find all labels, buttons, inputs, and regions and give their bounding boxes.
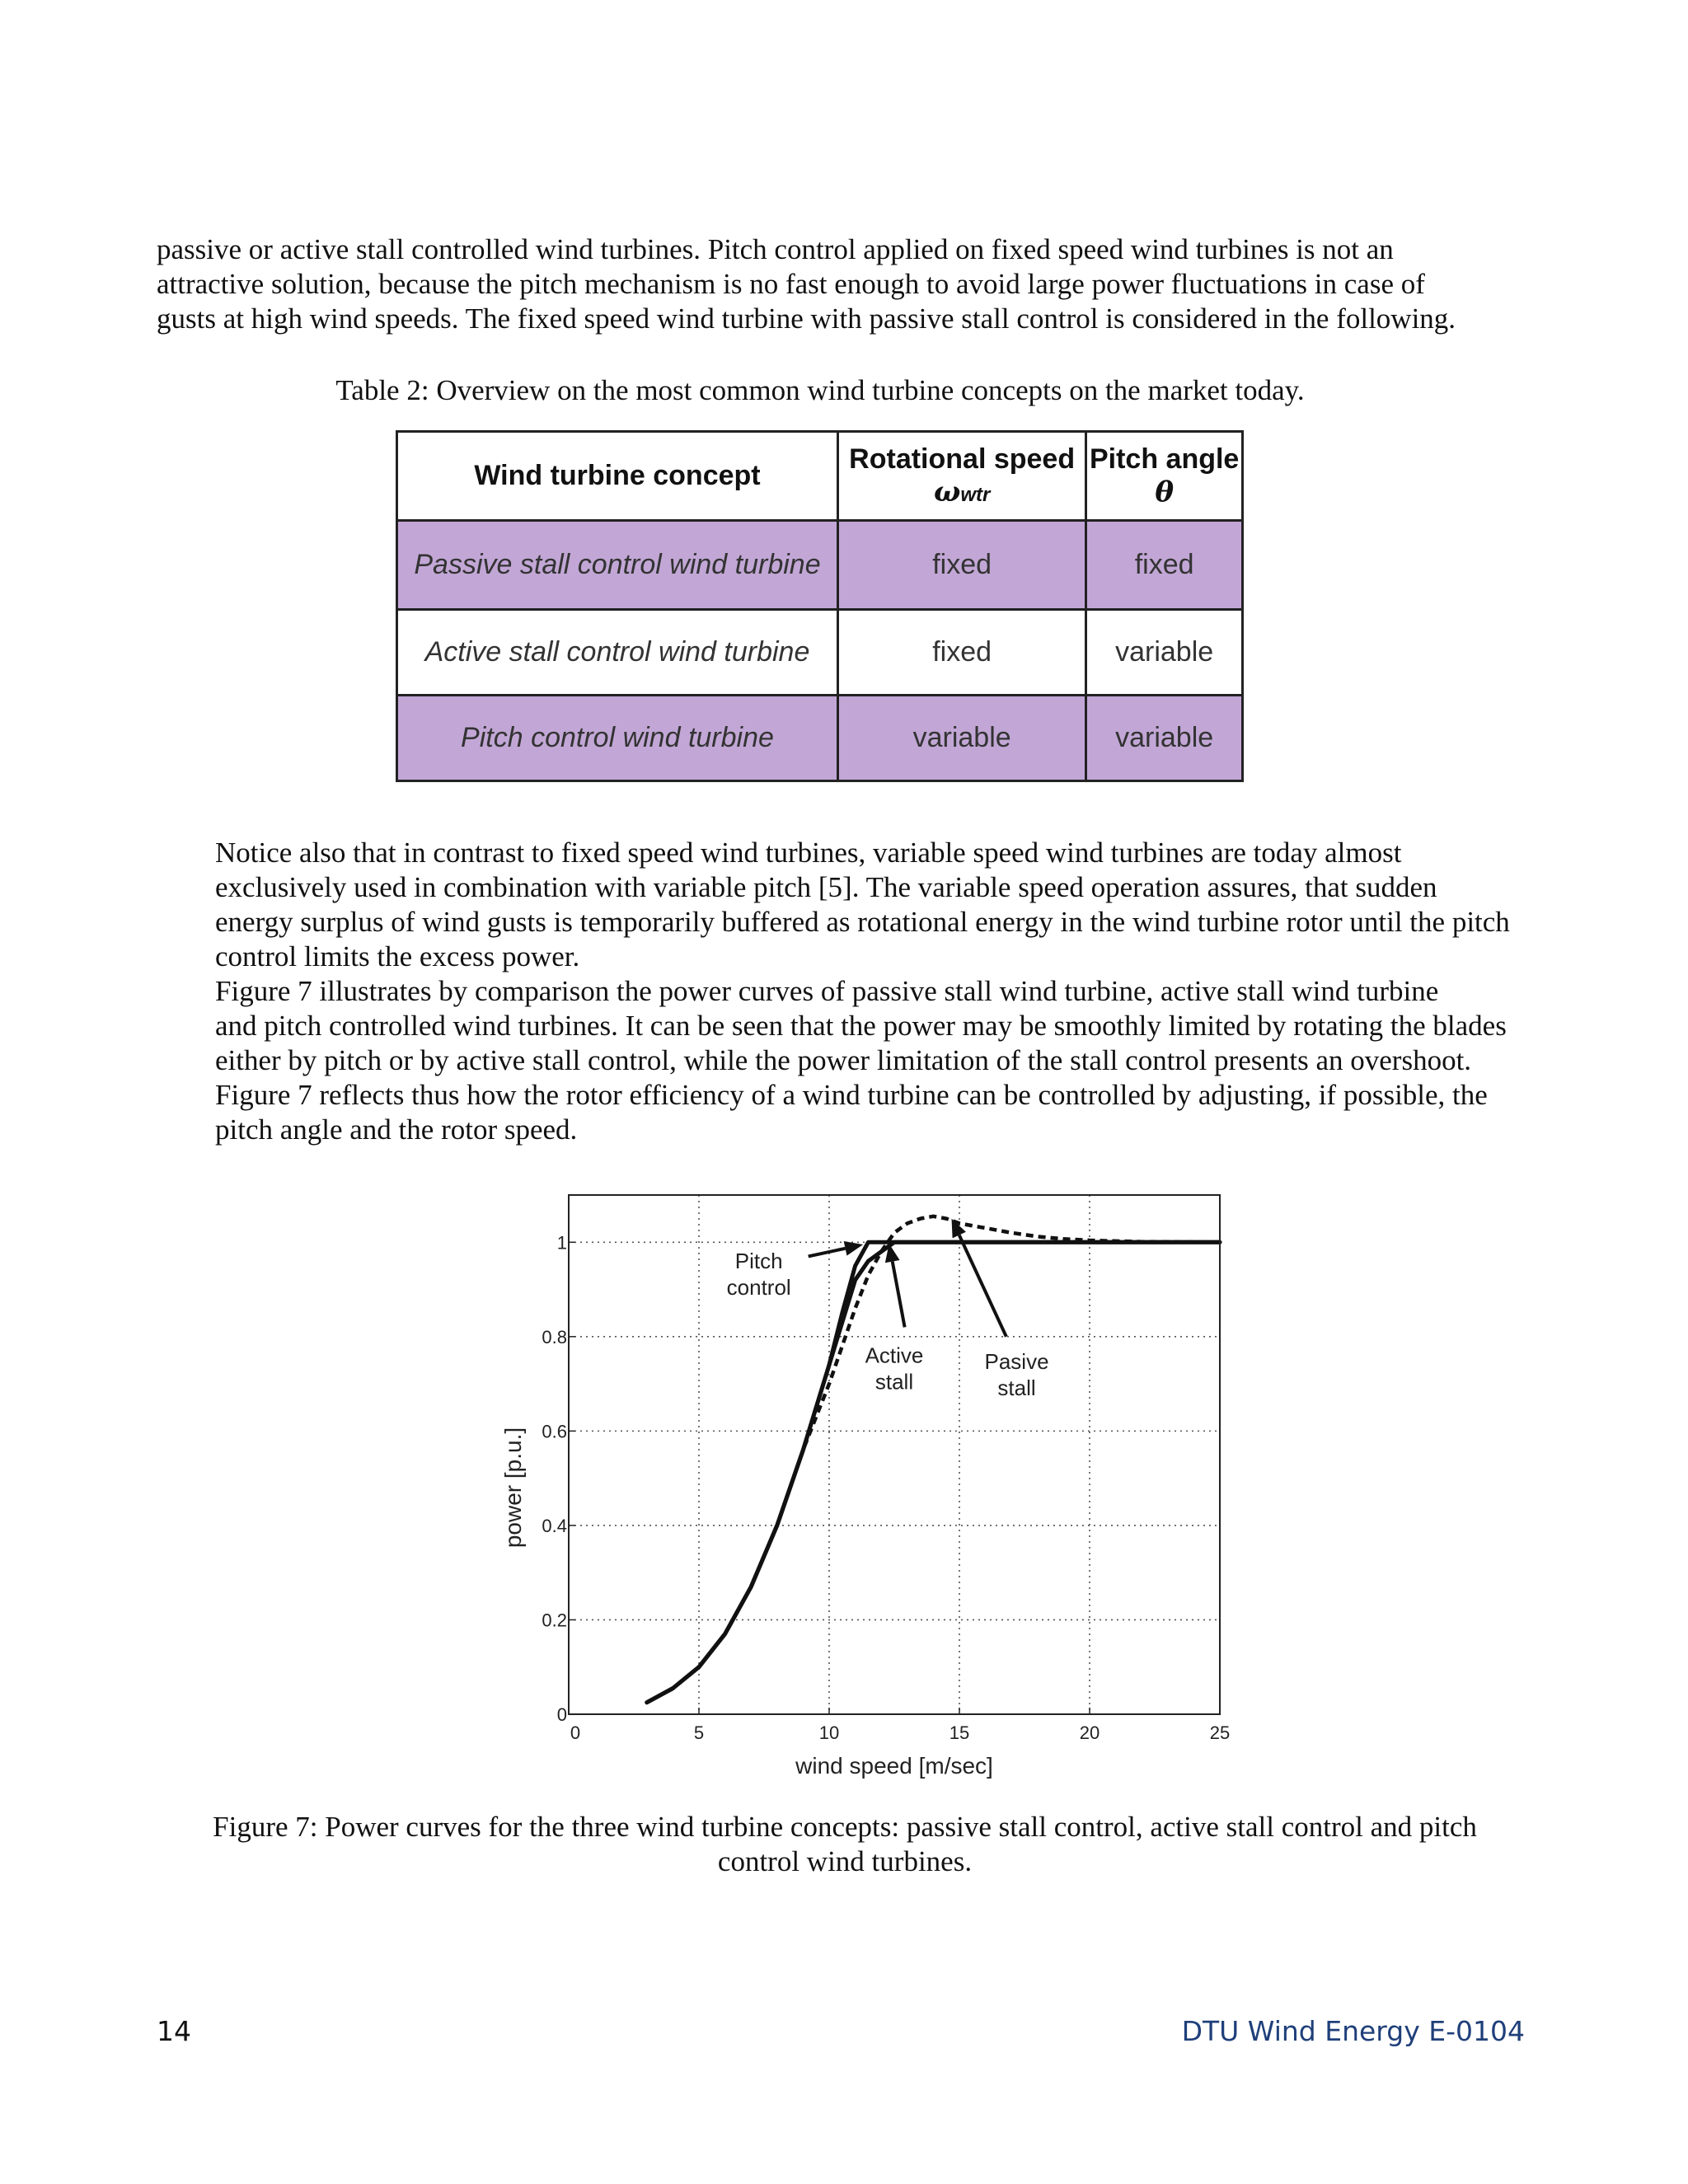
theta-symbol: θ	[1155, 476, 1174, 509]
y-tick-label: 0.8	[542, 1326, 567, 1347]
x-tick-label: 0	[570, 1722, 581, 1743]
table-caption: Table 2: Overview on the most common wind turbine concepts on the market today.	[335, 374, 1305, 406]
text-line: passive or active stall controlled wind turbines. Pitch control applied on fixed speed wind turbines is not an	[157, 233, 1394, 265]
header-rotational-speed-label: Rotational speed	[849, 443, 1076, 475]
text-line: pitch angle and the rotor speed.	[215, 1113, 578, 1146]
x-axis-label: wind speed [m/sec]	[795, 1753, 993, 1779]
y-tick-label: 0.6	[542, 1421, 567, 1442]
x-tick-label: 5	[693, 1722, 705, 1743]
cell-speed: fixed	[837, 521, 1085, 610]
y-tick-label: 0.4	[542, 1515, 567, 1536]
page-number: 14	[157, 2015, 191, 2047]
text-line: energy surplus of wind gusts is temporarily buffered as rotational energy in the wind turbine rotor until the pitch	[215, 906, 1510, 938]
annotation-label: stall	[997, 1375, 1036, 1400]
table-row	[397, 696, 1243, 781]
text-line: Notice also that in contrast to fixed speed wind turbines, variable speed wind turbines are today almost	[215, 837, 1402, 869]
annotation-arrow	[809, 1249, 846, 1257]
figure-caption	[157, 1810, 1533, 1879]
paragraph-notice	[157, 836, 1533, 974]
header-concept: Wind turbine concept	[397, 432, 838, 521]
series-line-pitch-control	[647, 1242, 1220, 1702]
y-tick-label: 1	[556, 1232, 567, 1254]
y-tick-label: 0	[556, 1704, 567, 1725]
x-tick-label: 20	[1079, 1722, 1100, 1743]
x-tick-label: 15	[949, 1722, 970, 1743]
text-line: Figure 7 illustrates by comparison the power curves of passive stall wind turbine, active stall wind turbine	[215, 975, 1439, 1007]
text-line: and pitch controlled wind turbines. It can be seen that the power may be smoothly limited by rotating the blades	[215, 1010, 1507, 1042]
cell-pitch: variable	[1086, 696, 1243, 781]
text-line: control limits the excess power.	[215, 940, 580, 972]
text-line: attractive solution, because the pitch mechanism is no fast enough to avoid large power fluctuations in case of	[157, 268, 1425, 300]
omega-subscript: wtr	[960, 484, 991, 506]
annotation-label: Active	[865, 1343, 924, 1368]
annotation-label: Pitch	[734, 1248, 783, 1273]
table-row	[397, 610, 1243, 696]
annotation-label: stall	[874, 1369, 914, 1394]
text-line: control wind turbines.	[717, 1845, 973, 1877]
text-line: gusts at high wind speeds. The fixed speed wind turbine with passive stall control is considered in the following.	[157, 302, 1456, 335]
concepts-table	[396, 430, 1244, 782]
annotation-arrow	[893, 1262, 905, 1328]
cell-speed: variable	[837, 696, 1085, 781]
cell-concept: Active stall control wind turbine	[397, 610, 838, 696]
x-tick-label: 10	[818, 1722, 840, 1743]
power-curve-chart	[495, 1179, 1236, 1788]
x-tick-label: 25	[1209, 1722, 1231, 1743]
y-axis-label: power [p.u.]	[500, 1427, 526, 1549]
table-header-row	[397, 432, 1243, 521]
header-pitch-angle-label: Pitch angle	[1089, 443, 1240, 475]
annotation-label: Pasive	[984, 1348, 1049, 1374]
header-rotational-speed	[837, 432, 1085, 521]
omega-symbol: ω	[933, 476, 961, 509]
text-line: Figure 7 reflects thus how the rotor efficiency of a wind turbine can be controlled by adjusting, if possible, the	[215, 1079, 1488, 1111]
text-line: either by pitch or by active stall control, while the power limitation of the stall control presents an overshoot.	[215, 1044, 1472, 1076]
cell-speed: fixed	[837, 610, 1085, 696]
header-pitch-angle	[1086, 432, 1243, 521]
text-line: exclusively used in combination with variable pitch [5]. The variable speed operation assures, that sudden	[215, 871, 1437, 903]
paragraph-top	[157, 232, 1533, 336]
cell-concept: Pitch control wind turbine	[397, 696, 838, 781]
annotation-label: control	[726, 1274, 791, 1300]
report-id: DTU Wind Energy E-0104	[1181, 2015, 1525, 2047]
table-row	[397, 521, 1243, 610]
paragraph-figure	[157, 974, 1533, 1147]
text-line: Figure 7: Power curves for the three wind turbine concepts: passive stall control, active stall control and pitch	[213, 1811, 1477, 1843]
y-tick-label: 0.2	[542, 1610, 567, 1631]
cell-pitch: variable	[1086, 610, 1243, 696]
cell-concept: Passive stall control wind turbine	[397, 521, 838, 610]
annotation-arrow	[959, 1235, 1006, 1337]
cell-pitch: fixed	[1086, 521, 1243, 610]
series-line-active-stall	[647, 1242, 1220, 1702]
